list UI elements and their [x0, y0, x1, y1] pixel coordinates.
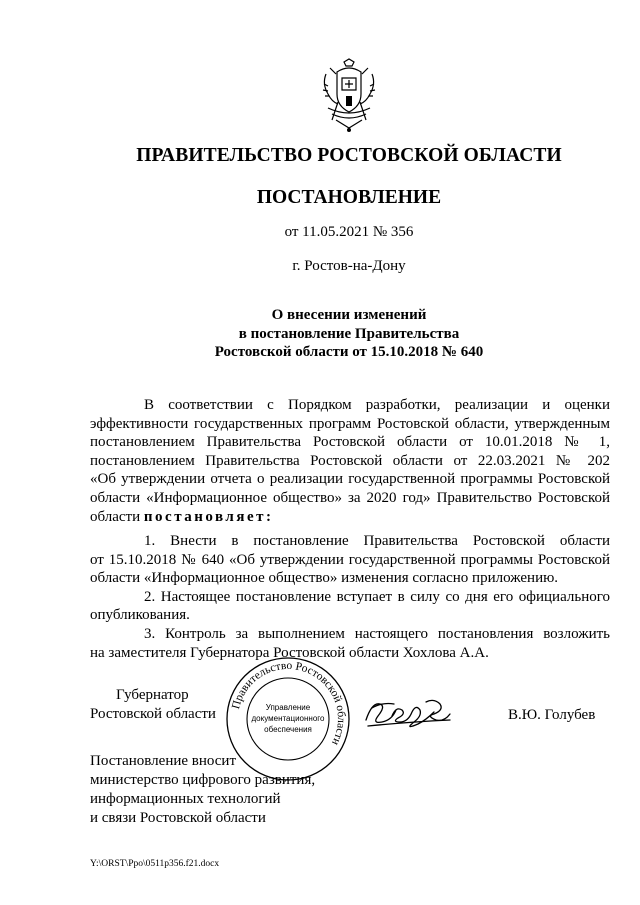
item-last-line: опубликования.: [90, 607, 190, 624]
preamble-line: постановлением Правительства Ростовской области от 22.03.2021 № 202: [90, 452, 610, 469]
item-line: 1. Внести в постановление Правительства Ростовской области: [144, 533, 610, 549]
document-date-number: от 11.05.2021 № 356: [284, 224, 414, 240]
preamble-line: постановлением Правительства Ростовской области от 10.01.2018 № 1,: [90, 434, 610, 451]
stamp-inner-line: документационного: [251, 714, 325, 723]
preamble-line: В соответствии с Порядком разработки, реализации и оценки: [144, 397, 610, 413]
item-line: 2. Настоящее постановление вступает в силу со дня его официального: [144, 588, 610, 605]
decree-item: [90, 588, 610, 625]
preamble-line: области «Информационное общество» за 2020 год» Правительство Ростовской: [90, 489, 610, 506]
coat-of-arms-icon: [318, 58, 380, 136]
handwritten-signature-icon: [362, 690, 454, 734]
subject-line: Ростовской области от 15.10.2018 № 640: [214, 344, 484, 360]
introduced-by-line: Постановление вносит: [90, 753, 237, 769]
item-line: от 15.10.2018 № 640 «Об утверждении государственной программы Ростовской: [90, 551, 610, 568]
preamble-paragraph: [90, 396, 610, 526]
subject-line: в постановление Правительства: [238, 325, 460, 342]
introduced-by-line: министерство цифрового развития,: [90, 772, 316, 788]
signer-position: [90, 686, 230, 724]
item-line: 3. Контроль за выполнением настоящего постановления возложить: [144, 625, 610, 642]
file-path-footer: Y:\ORST\Ppo\0511p356.f21.docx: [90, 859, 220, 869]
item-last-line: на заместителя Губернатора Ростовской области Хохлова А.А.: [90, 644, 489, 661]
document-type-heading: ПОСТАНОВЛЕНИЕ: [256, 187, 442, 208]
subject-line: О внесении изменений: [271, 307, 427, 323]
preamble-line: «Об утверждении отчета о реализации государственной программы Ростовской: [90, 471, 610, 488]
signer-name: В.Ю. Голубев: [508, 707, 596, 723]
decree-suffix: :: [266, 508, 271, 525]
document-subject: [0, 306, 640, 362]
preamble-last-prefix: области: [90, 508, 141, 525]
preamble-line: эффективности государственных программ Ростовской области, утвержденным: [90, 415, 610, 432]
introduced-by-line: и связи Ростовской области: [90, 810, 266, 826]
preamble-last-line: [90, 508, 610, 527]
stamp-inner-line: обеспечения: [264, 725, 312, 734]
government-title: ПРАВИТЕЛЬСТВО РОСТОВСКОЙ ОБЛАСТИ: [136, 145, 562, 166]
item-last-line: области «Информационное общество» изменения согласно приложению.: [90, 570, 559, 587]
signer-position-line: Губернатор: [116, 687, 189, 703]
decree-items: [90, 532, 610, 662]
document-city: г. Ростов-на-Дону: [292, 258, 406, 274]
stamp-outer-text: Правительство Ростовской области: [230, 659, 348, 748]
stamp-inner-line: Управление: [265, 703, 311, 712]
decree-item: [90, 532, 610, 588]
decree-word: постановляет: [143, 508, 266, 525]
introduced-by-block: [90, 752, 315, 828]
introduced-by-line: информационных технологий: [90, 791, 281, 807]
signer-position-line: Ростовской области: [90, 706, 216, 722]
